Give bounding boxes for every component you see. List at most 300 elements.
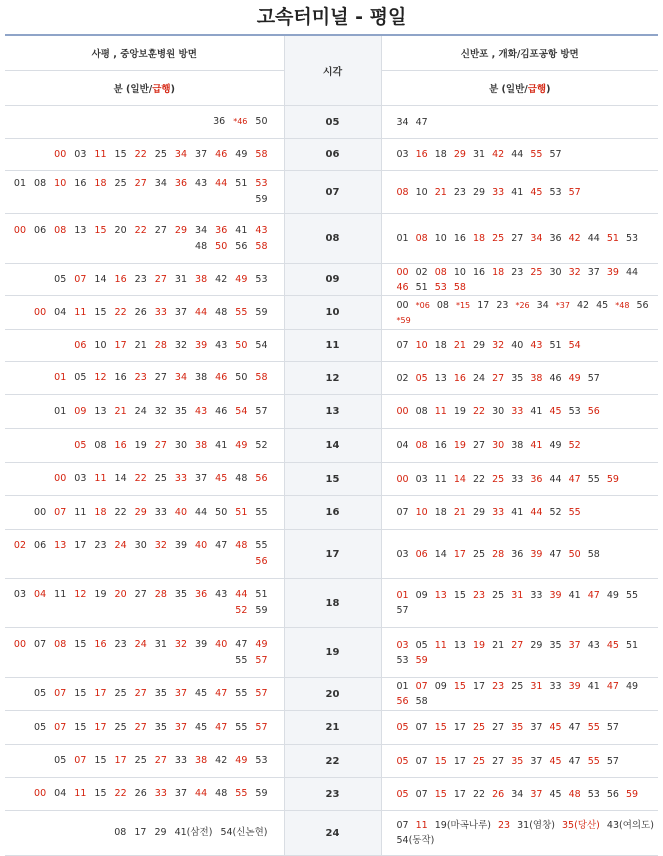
hour-cell: 10 xyxy=(284,296,381,330)
minute-entry: 27 xyxy=(154,224,167,236)
minute-entry: 58 xyxy=(587,548,600,560)
timetable-row xyxy=(5,395,658,429)
minute-entry: 02 xyxy=(13,540,26,551)
minute-entry: 15 xyxy=(453,681,466,692)
minute-entry: 55 xyxy=(587,755,600,767)
minute-entry: 55 xyxy=(235,654,248,666)
minute-entry: 06 xyxy=(415,548,428,560)
minute-entry: 07 xyxy=(415,755,428,767)
minute-entry: 52 xyxy=(235,605,248,616)
minute-entry: 02 xyxy=(396,372,409,384)
timetable-row xyxy=(5,628,658,678)
minute-entry: 08 xyxy=(415,233,428,244)
right-minutes-cell xyxy=(381,745,658,778)
minute-entry: 46 xyxy=(215,405,228,417)
minute-entry: 41 xyxy=(530,440,543,451)
minute-entry: 47 xyxy=(549,548,562,560)
minute-entry: 17 xyxy=(94,721,107,733)
minute-entry: 04 xyxy=(54,306,67,318)
minute-entry: 05 xyxy=(415,372,428,384)
minute-entry: 27 xyxy=(154,273,167,285)
minute-entry: 05 xyxy=(54,755,67,766)
minute-entry: 45 xyxy=(549,406,562,417)
minute-entry: 31 xyxy=(511,590,524,601)
minute-entry: 28 xyxy=(492,548,505,560)
minute-entry: 58 xyxy=(255,240,268,252)
minute-entry: 40 xyxy=(511,340,524,351)
hour-cell: 07 xyxy=(284,171,381,214)
minute-entry: 33 xyxy=(549,681,562,692)
minute-entry: 56 xyxy=(255,473,268,484)
right-minutes-cell xyxy=(381,171,658,214)
minute-entry: 50 xyxy=(215,506,228,518)
minute-entry: 36 xyxy=(549,233,562,244)
timetable-row xyxy=(5,362,658,395)
minute-entry: 47 xyxy=(568,473,581,485)
minute-entry: 17 xyxy=(74,540,87,551)
minute-entry: 05 xyxy=(34,721,47,733)
minute-entry: 36 xyxy=(215,224,228,236)
minute-entry: 08 xyxy=(54,638,67,650)
minute-entry: 27 xyxy=(154,755,167,766)
minute-entry: 49 xyxy=(235,148,248,160)
minute-entry: 33 xyxy=(174,755,187,766)
minute-entry: 29 xyxy=(473,507,486,518)
minute-entry: 21 xyxy=(492,639,505,651)
minute-entry: 54(신논현) xyxy=(220,827,268,838)
minute-entry: 10 xyxy=(94,339,107,351)
minute-entry: 10 xyxy=(415,507,428,518)
minute-entry: 27 xyxy=(134,178,147,189)
minute-entry: 51 xyxy=(255,589,268,600)
minute-entry: 57 xyxy=(606,722,619,733)
minute-entry: 42 xyxy=(568,233,581,244)
minute-entry: 00 xyxy=(34,506,47,518)
minute-entry: 18 xyxy=(434,340,447,351)
minute-entry: 52 xyxy=(549,507,562,518)
minute-entry: 50 xyxy=(215,240,228,252)
minute-entry: 10 xyxy=(415,340,428,351)
left-minutes-cell xyxy=(5,395,284,429)
minute-entry: 06 xyxy=(74,339,87,351)
minute-entry: 41 xyxy=(530,406,543,417)
right-minutes-cell xyxy=(381,362,658,395)
minute-label: 분 (일반/ xyxy=(113,84,153,95)
timetable-row xyxy=(5,496,658,530)
minute-entry: 44 xyxy=(195,788,208,799)
right-minutes-cell xyxy=(381,496,658,530)
right-minutes-cell xyxy=(381,778,658,811)
minute-entry: 38 xyxy=(195,439,208,451)
minute-entry: 15 xyxy=(453,590,466,601)
close-paren: ) xyxy=(170,84,175,95)
timetable-row xyxy=(5,463,658,496)
minute-entry: 34 xyxy=(174,148,187,160)
left-minutes-cell xyxy=(5,330,284,362)
minute-entry: 56 xyxy=(235,240,248,252)
minute-entry: 44 xyxy=(530,507,543,518)
minute-entry: 25 xyxy=(511,681,524,692)
minute-entry: 27 xyxy=(511,639,524,651)
minute-entry: 27 xyxy=(154,439,167,451)
minute-entry: 30 xyxy=(492,406,505,417)
minute-entry: 33 xyxy=(492,186,505,198)
minute-entry: 33 xyxy=(511,473,524,485)
minute-entry: 37 xyxy=(174,721,187,733)
minute-entry: 49 xyxy=(235,439,248,451)
minute-entry: 26 xyxy=(134,788,147,799)
minute-entry: 24 xyxy=(114,540,127,551)
minute-entry: 00 xyxy=(13,224,26,236)
minute-entry: 28 xyxy=(154,589,167,600)
minute-entry: 45 xyxy=(215,473,228,484)
minute-entry: 49 xyxy=(235,755,248,766)
minute-entry: 35 xyxy=(174,589,187,600)
minute-entry: 27 xyxy=(134,721,147,733)
minute-entry: 07 xyxy=(415,788,428,800)
minute-entry: 39 xyxy=(174,540,187,551)
minute-entry: 18 xyxy=(94,178,107,189)
minute-entry: 11 xyxy=(415,820,428,831)
minute-entry: 40 xyxy=(195,540,208,551)
left-minutes-cell xyxy=(5,778,284,811)
minute-entry: 17 xyxy=(114,339,127,351)
minute-entry: 00 xyxy=(54,148,67,160)
minute-entry: 41 xyxy=(511,186,524,198)
minute-entry: 36 xyxy=(195,589,208,600)
minute-entry: 08 xyxy=(114,827,127,838)
minute-entry: 10 xyxy=(434,233,447,244)
left-minutes-cell xyxy=(5,811,284,856)
right-minutes-cell xyxy=(381,139,658,171)
express-label: 급행 xyxy=(527,84,547,95)
left-minutes-cell xyxy=(5,296,284,330)
minute-entry: 15 xyxy=(434,722,447,733)
minute-entry: 57 xyxy=(255,721,268,733)
minute-entry: 48 xyxy=(195,240,208,252)
minute-entry: 34 xyxy=(154,178,167,189)
minute-entry: 49 xyxy=(568,372,581,384)
minute-entry: 23 xyxy=(134,372,147,383)
minute-entry: 25 xyxy=(473,722,486,733)
minute-entry: *15 xyxy=(455,300,471,310)
minute-entry: 59 xyxy=(255,788,268,799)
timetable-row xyxy=(5,429,658,463)
minute-entry: 47 xyxy=(568,722,581,733)
minute-entry: 14 xyxy=(114,473,127,484)
minute-entry: 55 xyxy=(235,788,248,799)
minute-entry: 16 xyxy=(434,440,447,451)
minute-entry: 16 xyxy=(415,149,428,160)
minute-entry: 00 xyxy=(396,266,409,278)
minute-entry: 56 xyxy=(255,556,268,567)
minute-entry: 15 xyxy=(434,788,447,800)
left-minutes-cell xyxy=(5,678,284,711)
minute-entry: *37 xyxy=(555,300,570,310)
minute-entry: 08 xyxy=(436,299,449,311)
left-minutes-cell xyxy=(5,171,284,214)
minute-entry: 31 xyxy=(473,149,486,160)
minute-entry: 40 xyxy=(215,638,228,650)
right-minutes-cell xyxy=(381,330,658,362)
minute-entry: 49 xyxy=(626,681,639,692)
minute-entry: 47 xyxy=(568,755,581,767)
minute-entry: 01 xyxy=(396,590,409,601)
minute-entry: 49 xyxy=(606,590,619,601)
minute-entry: 23 xyxy=(114,638,127,650)
timetable-row xyxy=(5,264,658,296)
minute-entry: 35 xyxy=(511,372,524,384)
minute-entry: 19 xyxy=(94,589,107,600)
minute-entry: 07 xyxy=(396,340,409,351)
left-minutes-cell xyxy=(5,214,284,264)
timetable-row xyxy=(5,579,658,628)
minute-entry: 09 xyxy=(415,590,428,601)
minute-entry: 18 xyxy=(434,149,447,160)
minute-entry: 11 xyxy=(54,589,67,600)
minute-entry: 07 xyxy=(74,273,87,285)
minute-entry: 47 xyxy=(215,688,228,699)
minute-entry: 11 xyxy=(94,148,107,160)
minute-entry: 43 xyxy=(195,178,208,189)
minute-entry: 16 xyxy=(114,439,127,451)
minute-entry: 32 xyxy=(174,339,187,351)
left-minute-header xyxy=(5,71,284,106)
minute-entry: 57 xyxy=(396,605,409,616)
minute-entry: 05 xyxy=(74,372,87,383)
minute-entry: 07 xyxy=(34,638,47,650)
minute-entry: 46 xyxy=(215,372,228,383)
minute-entry: 17 xyxy=(134,827,147,838)
timetable-row xyxy=(5,778,658,811)
minute-entry: 59 xyxy=(255,605,268,616)
minute-entry: 53 xyxy=(255,755,268,766)
minute-entry: 39 xyxy=(568,681,581,692)
minute-entry: 18 xyxy=(473,233,486,244)
minute-entry: 39 xyxy=(195,339,208,351)
minute-entry: 16 xyxy=(114,273,127,285)
minute-entry: 29 xyxy=(453,149,466,160)
minute-entry: 10 xyxy=(54,178,67,189)
express-label: 급행 xyxy=(152,84,171,95)
minute-entry: 21 xyxy=(453,507,466,518)
minute-entry: 01 xyxy=(13,178,26,189)
minute-entry: 37 xyxy=(195,148,208,160)
minute-entry: 48 xyxy=(568,788,581,800)
minute-entry: *06 xyxy=(415,300,430,310)
minute-entry: 24 xyxy=(134,638,147,650)
minute-entry: 42 xyxy=(577,299,590,311)
minute-entry: 34 xyxy=(396,116,409,128)
minute-entry: 41 xyxy=(568,590,581,601)
minute-entry: 22 xyxy=(473,406,486,417)
minute-entry: 27 xyxy=(492,372,505,384)
minute-entry: 55 xyxy=(255,540,268,551)
minute-entry: 57 xyxy=(255,654,268,666)
minute-entry: 15 xyxy=(94,788,107,799)
minute-entry: 17 xyxy=(453,722,466,733)
minute-entry: 31 xyxy=(154,638,167,650)
minute-entry: 55 xyxy=(587,473,600,485)
minute-entry: 03 xyxy=(13,589,26,600)
minute-entry: 21 xyxy=(434,186,447,198)
minute-entry: 15 xyxy=(94,755,107,766)
minute-entry: 25 xyxy=(154,473,167,484)
minute-entry: 00 xyxy=(396,473,409,485)
minute-entry: 21 xyxy=(134,339,147,351)
minute-entry: *48 xyxy=(615,300,630,310)
minute-entry: 43 xyxy=(255,224,268,236)
minute-entry: 29 xyxy=(174,224,187,236)
minute-entry: 27 xyxy=(473,440,486,451)
left-minutes-cell xyxy=(5,530,284,579)
minute-entry: 38 xyxy=(195,273,208,285)
minute-entry: 44 xyxy=(215,178,228,189)
minute-entry: 35 xyxy=(511,755,524,767)
minute-entry: 45 xyxy=(549,788,562,800)
minute-entry: 59 xyxy=(606,473,619,485)
minute-entry: 12 xyxy=(74,589,87,600)
minute-entry: 47 xyxy=(215,540,228,551)
right-minutes-cell xyxy=(381,106,658,139)
minute-entry: 55 xyxy=(568,507,581,518)
minute-entry: 30 xyxy=(492,440,505,451)
minute-entry: 16 xyxy=(453,233,466,244)
minute-entry: 37 xyxy=(174,788,187,799)
left-minutes-cell xyxy=(5,579,284,628)
minute-entry: 53 xyxy=(434,281,447,293)
minute-entry: 16 xyxy=(453,372,466,384)
right-minutes-cell xyxy=(381,395,658,429)
right-minutes-cell xyxy=(381,811,658,856)
minute-entry: 51 xyxy=(235,178,248,189)
minute-entry: 08 xyxy=(415,440,428,451)
minute-entry: 07 xyxy=(396,820,409,831)
minute-entry: 17 xyxy=(94,688,107,699)
minute-entry: 32 xyxy=(154,405,167,417)
minute-entry: 15 xyxy=(74,721,87,733)
minute-entry: 05 xyxy=(54,273,67,285)
left-minutes-cell xyxy=(5,139,284,171)
minute-entry: 53 xyxy=(626,233,639,244)
timetable-row xyxy=(5,678,658,711)
minute-entry: 23 xyxy=(498,820,511,831)
minute-entry: 05 xyxy=(74,439,87,451)
minute-entry: 39 xyxy=(549,590,562,601)
minute-entry: 20 xyxy=(114,589,127,600)
minute-entry: 17 xyxy=(114,755,127,766)
hour-cell: 16 xyxy=(284,496,381,530)
minute-entry: 42 xyxy=(492,149,505,160)
minute-entry: 11 xyxy=(94,473,107,484)
minute-entry: 28 xyxy=(154,339,167,351)
minute-entry: 54(동작) xyxy=(396,835,435,846)
minute-entry: 27 xyxy=(511,233,524,244)
minute-entry: 19 xyxy=(473,639,486,651)
minute-entry: 44 xyxy=(587,233,600,244)
minute-entry: 47 xyxy=(606,681,619,692)
minute-entry: 23 xyxy=(473,590,486,601)
minute-entry: 08 xyxy=(94,439,107,451)
minute-entry: 41(삼전) xyxy=(174,827,213,838)
minute-entry: 11 xyxy=(434,639,447,651)
minute-entry: 03 xyxy=(74,148,87,160)
minute-entry: 58 xyxy=(255,372,268,383)
minute-entry: 57 xyxy=(606,755,619,767)
minute-entry: 56 xyxy=(636,299,649,311)
left-minutes-cell xyxy=(5,106,284,139)
minute-entry: 13 xyxy=(453,639,466,651)
minute-entry: 14 xyxy=(94,273,107,285)
minute-entry: 31 xyxy=(530,681,543,692)
header-row-direction xyxy=(5,35,658,71)
minute-entry: 34 xyxy=(536,299,549,311)
minute-entry: 13 xyxy=(54,540,67,551)
minute-entry: 11 xyxy=(74,306,87,318)
minute-entry: 39 xyxy=(606,266,619,278)
minute-entry: 17 xyxy=(477,299,490,311)
minute-entry: 31(염창) xyxy=(517,820,555,831)
minute-entry: 06 xyxy=(34,224,47,236)
minute-entry: 48 xyxy=(235,540,248,551)
minute-entry: 37 xyxy=(530,788,543,800)
minute-entry: 00 xyxy=(54,473,67,484)
minute-entry: 26 xyxy=(134,306,147,318)
minute-entry: 19 xyxy=(134,439,147,451)
right-minutes-cell xyxy=(381,678,658,711)
minute-entry: 43 xyxy=(530,340,543,351)
hour-cell: 21 xyxy=(284,711,381,745)
minute-entry: 33 xyxy=(154,306,167,318)
minute-entry: 16 xyxy=(114,372,127,383)
minute-entry: 18 xyxy=(94,506,107,518)
minute-entry: 45 xyxy=(549,722,562,733)
hour-cell: 06 xyxy=(284,139,381,171)
minute-entry: 35 xyxy=(511,722,524,733)
minute-label: 분 (일반/ xyxy=(489,84,528,95)
minute-entry: 37 xyxy=(587,266,600,278)
minute-entry: 46 xyxy=(215,148,228,160)
minute-entry: 08 xyxy=(415,406,428,417)
minute-entry: 46 xyxy=(396,281,409,293)
timetable-row xyxy=(5,139,658,171)
minute-entry: 54 xyxy=(568,340,581,351)
minute-entry: 44 xyxy=(195,506,208,518)
minute-entry: 19 xyxy=(453,440,466,451)
minute-entry: 01 xyxy=(54,372,67,383)
minute-entry: 55 xyxy=(530,149,543,160)
minute-entry: 25 xyxy=(492,233,505,244)
minute-entry: 43 xyxy=(587,639,600,651)
minute-entry: 05 xyxy=(415,639,428,651)
timetable-row xyxy=(5,330,658,362)
minute-entry: 50 xyxy=(235,339,248,351)
minute-entry: 39 xyxy=(195,638,208,650)
minute-entry: 55 xyxy=(587,722,600,733)
minute-entry: 14 xyxy=(453,473,466,485)
minute-entry: 47 xyxy=(235,638,248,650)
hour-cell: 20 xyxy=(284,678,381,711)
hour-cell: 13 xyxy=(284,395,381,429)
minute-entry: 43(여의도) xyxy=(606,820,654,831)
minute-entry: 25 xyxy=(134,755,147,766)
minute-entry: 00 xyxy=(34,788,47,799)
minute-entry: 52 xyxy=(255,439,268,451)
minute-entry: 51 xyxy=(606,233,619,244)
hour-column-header: 시각 xyxy=(284,35,381,106)
minute-entry: 39 xyxy=(530,548,543,560)
minute-entry: 22 xyxy=(114,306,127,318)
